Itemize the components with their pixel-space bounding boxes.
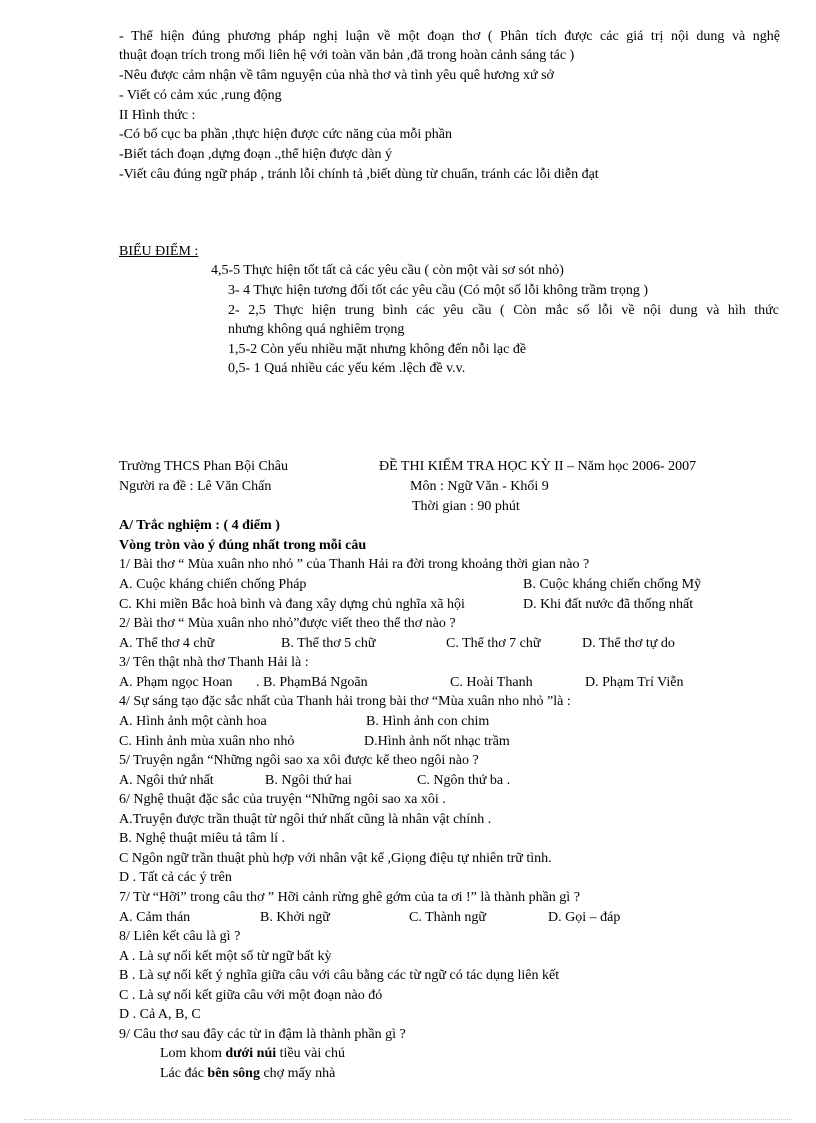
q9-verse-1-pre: Lom khom (160, 1046, 226, 1061)
q2-text: 2/ Bài thơ “ Mùa xuân nho nhỏ”được viết theo thể thơ nào ? (119, 616, 456, 631)
q8-text: 8/ Liên kết câu là gì ? (119, 929, 241, 944)
q7-option-b: B. Khởi ngữ (260, 910, 330, 925)
q7-text: 7/ Từ “Hỡi” trong câu thơ ” Hỡi cảnh rừng ghê gớm của ta ơi !” là thành phần gì ? (119, 890, 580, 905)
q1-option-c: C. Khi miền Bắc hoà bình và đang xây dựng chủ nghĩa xã hội (119, 597, 465, 612)
form-line-3: -Viết câu đúng ngữ pháp , tránh lỗi chính tả ,biết dùng từ chuẩn, tránh các lỗi diễn đạt (119, 167, 599, 182)
q7-option-d: D. Gọi – đáp (548, 910, 621, 925)
q2-option-c: C. Thể thơ 7 chữ (446, 636, 541, 651)
q4-option-c: C. Hình ảnh mùa xuân nho nhỏ (119, 734, 295, 749)
q9-verse-2 (160, 1065, 335, 1083)
content-line-2: thuật đoạn trích trong mối liên hệ với toàn văn bản ,đă trong hoàn cảnh sáng tác ) (119, 48, 575, 63)
q7-option-c: C. Thành ngữ (409, 910, 486, 925)
q6-option-a: A.Truyện được trần thuật từ ngôi thứ nhất cũng là nhân vật chính . (119, 812, 492, 827)
section-a-instruction: Vòng tròn vào ý đúng nhất trong mỗi câu (119, 538, 367, 553)
q6-option-b: B. Nghệ thuật miêu tả tâm lí . (119, 831, 286, 846)
content-line-4: - Viết có cảm xúc ,rung động (119, 88, 282, 103)
q9-verse-1 (160, 1045, 345, 1063)
content-line-3: -Nêu được cảm nhận về tâm nguyện của nhà thơ và tình yêu quê hương xứ sở (119, 68, 554, 83)
section-a-title: A/ Trắc nghiệm : ( 4 điểm ) (119, 518, 280, 533)
q9-verse-2-post: chợ mấy nhà (259, 1066, 336, 1081)
q6-text: 6/ Nghệ thuật đặc sắc của truyện “Những ngôi sao xa xôi . (119, 792, 446, 807)
q9-verse-2-bold: bên sông (207, 1066, 260, 1081)
q1-option-b: B. Cuộc kháng chiến chống Mỹ (523, 577, 702, 592)
q4-text: 4/ Sự sáng tạo đặc sắc nhất của Thanh hải trong bài thơ “Mùa xuân nho nhỏ ”là : (119, 694, 571, 709)
grading-line-2: 3- 4 Thực hiện tương đối tốt các yêu cầu (Có một số lỗi không trầm trọng ) (228, 283, 649, 298)
grading-line-3b: nhưng không quá nghiêm trọng (228, 322, 405, 337)
q6-option-c: C Ngôn ngữ trần thuật phù hợp với nhân vật kể ,Giọng điệu tự nhiên trữ tình. (119, 851, 552, 866)
q9-text: 9/ Câu thơ sau đây các từ in đậm là thành phần gì ? (119, 1027, 406, 1042)
q6-option-d: D . Tất cả các ý trên (119, 870, 232, 885)
q2-option-b: B. Thể thơ 5 chữ (281, 636, 376, 651)
q9-verse-1-bold: dưới núi (225, 1046, 277, 1061)
exam-subject: Môn : Ngữ Văn - Khối 9 (410, 479, 549, 494)
content-line-1: - Thể hiện đúng phương pháp nghị luận về một đoạn thơ ( Phân tích được các giá trị nội dung và nghệ (119, 29, 780, 44)
q3-text: 3/ Tên thật nhà thơ Thanh Hải là : (119, 655, 309, 670)
grading-heading: BIỂU ĐIỂM : (119, 244, 199, 259)
q2-option-a: A. Thể thơ 4 chữ (119, 636, 215, 651)
q9-verse-1-post: tiều vài chú (276, 1046, 345, 1061)
q3-option-a: A. Phạm ngọc Hoan (119, 675, 233, 690)
q8-option-d: D . Cả A, B, C (119, 1007, 201, 1022)
q3-option-d: D. Phạm Trí Viễn (585, 675, 684, 690)
q5-option-b: B. Ngôi thứ hai (265, 773, 352, 788)
q8-option-b: B . Là sự nối kết ý nghĩa giữa câu với câu bằng các từ ngữ có tác dụng liên kết (119, 968, 560, 983)
form-heading: II Hình thức : (119, 108, 196, 123)
q4-option-b: B. Hình ảnh con chim (366, 714, 490, 729)
q3-option-b: . B. PhạmBá Ngoãn (256, 675, 368, 690)
q8-option-a: A . Là sự nối kết một số từ ngữ bất kỳ (119, 949, 332, 964)
q9-verse-2-pre: Lác đác (160, 1066, 208, 1081)
grading-line-4: 1,5-2 Còn yếu nhiều mặt nhưng không đến nỗi lạc đề (228, 342, 527, 357)
q5-option-a: A. Ngôi thứ nhất (119, 773, 214, 788)
q5-option-c: C. Ngôn thứ ba . (417, 773, 511, 788)
q3-option-c: C. Hoài Thanh (450, 675, 533, 690)
q2-option-d: D. Thể thơ tự do (582, 636, 675, 651)
q4-option-d: D.Hình ảnh nốt nhạc trầm (364, 734, 510, 749)
q4-option-a: A. Hình ảnh một cành hoa (119, 714, 267, 729)
q7-option-a: A. Cảm thán (119, 910, 191, 925)
q8-option-c: C . Là sự nối kết giữa câu với một đoạn nào đó (119, 988, 383, 1003)
exam-author: Người ra đề : Lê Văn Chấn (119, 479, 272, 494)
grading-line-1: 4,5-5 Thực hiện tốt tất cả các yêu cầu ( còn một vài sơ sót nhỏ) (211, 263, 564, 278)
grading-line-3a: 2- 2,5 Thực hiện trung bình các yêu cầu ( Còn mắc số lỗi về nội dung và hìh thức (228, 303, 779, 318)
school-name: Trường THCS Phan Bội Châu (119, 459, 289, 474)
q5-text: 5/ Truyện ngắn “Những ngôi sao xa xôi được kể theo ngôi nào ? (119, 753, 479, 768)
q1-text: 1/ Bài thơ “ Mùa xuân nho nhỏ ” của Thanh Hải ra đời trong khoảng thời gian nào ? (119, 557, 590, 572)
form-line-1: -Có bố cục ba phần ,thực hiện được cức năng của mỗi phần (119, 127, 453, 142)
q1-option-d: D. Khi đất nước đã thống nhất (523, 597, 694, 612)
exam-time: Thời gian : 90 phút (412, 499, 520, 514)
form-line-2: -Biết tách đoạn ,dựng đoạn .,thể hiện được dàn ý (119, 147, 392, 162)
page-footer-rule (24, 1119, 792, 1120)
grading-line-5: 0,5- 1 Quá nhiều các yếu kém .lệch đề v.v. (228, 361, 466, 376)
q1-option-a: A. Cuộc kháng chiến chống Pháp (119, 577, 307, 592)
exam-title: ĐỀ THI KIỂM TRA HỌC KỲ II – Năm học 2006- 2007 (379, 459, 697, 474)
